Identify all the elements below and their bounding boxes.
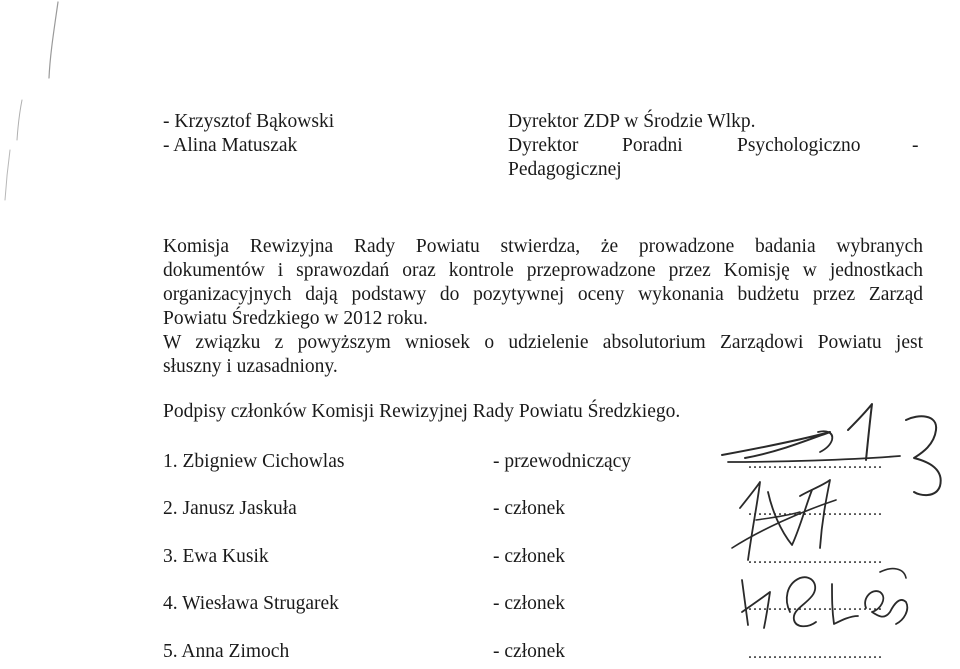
signature-2 [732,480,836,560]
paragraph-line: Powiatu Średzkiego w 2012 roku. [163,308,428,329]
motion-paragraph [163,331,923,379]
signatures-heading: Podpisy członków Komisji Rewizyjnej Rady Powiatu Średzkiego. [163,401,681,422]
signature-line-3: ........................... [748,550,883,567]
signature-line-2: ........................... [748,502,883,519]
signature-line-4: ........................... [748,597,883,614]
margin-mark [17,100,22,140]
guest-name-1: - Krzysztof Bąkowski [163,111,335,132]
member-role-1: - przewodniczący [493,451,632,472]
paragraph-line: W związku z powyższym wniosek o udzielenie absolutorium Zarządowi Powiatu jest [163,332,923,353]
member-role-3: - członek [493,546,566,567]
member-name-2: 2. Janusz Jaskuła [163,498,297,519]
guest-role-2-word-2: Poradni [622,135,683,156]
guest-role-2-word-1: Dyrektor [508,135,579,156]
member-role-2: - członek [493,498,566,519]
guest-role-1: Dyrektor ZDP w Środzie Wlkp. [508,111,756,132]
guest-role-2-word-3: Psychologiczno [737,135,861,156]
member-name-5: 5. Anna Zimoch [163,641,290,662]
paragraph-line: Komisja Rewizyjna Rady Powiatu stwierdza, że prowadzone badania wybranych [163,236,923,257]
guest-name-2: - Alina Matuszak [163,135,298,156]
margin-mark [49,2,58,78]
signature-line-5: ........................... [748,645,883,662]
paragraph-line: dokumentów i sprawozdań oraz kontrole przeprowadzone przez Komisję w jednostkach [163,260,923,281]
signature-1 [722,404,941,495]
paragraph-line: słuszny i uzasadniony. [163,356,338,377]
margin-mark [5,150,10,200]
conclusion-paragraph [163,235,923,331]
signature-line-1: ........................... [748,455,883,472]
paragraph-line: organizacyjnych dają podstawy do pozytywnej oceny wykonania budżetu przez Zarząd [163,284,923,305]
guest-role-2-line-2: Pedagogicznej [508,159,622,180]
member-role-5: - członek [493,641,566,662]
member-name-1: 1. Zbigniew Cichowlas [163,451,345,472]
member-name-4: 4. Wiesława Strugarek [163,593,339,614]
guest-role-2-dash: - [912,135,919,156]
member-role-4: - członek [493,593,566,614]
member-name-3: 3. Ewa Kusik [163,546,269,567]
